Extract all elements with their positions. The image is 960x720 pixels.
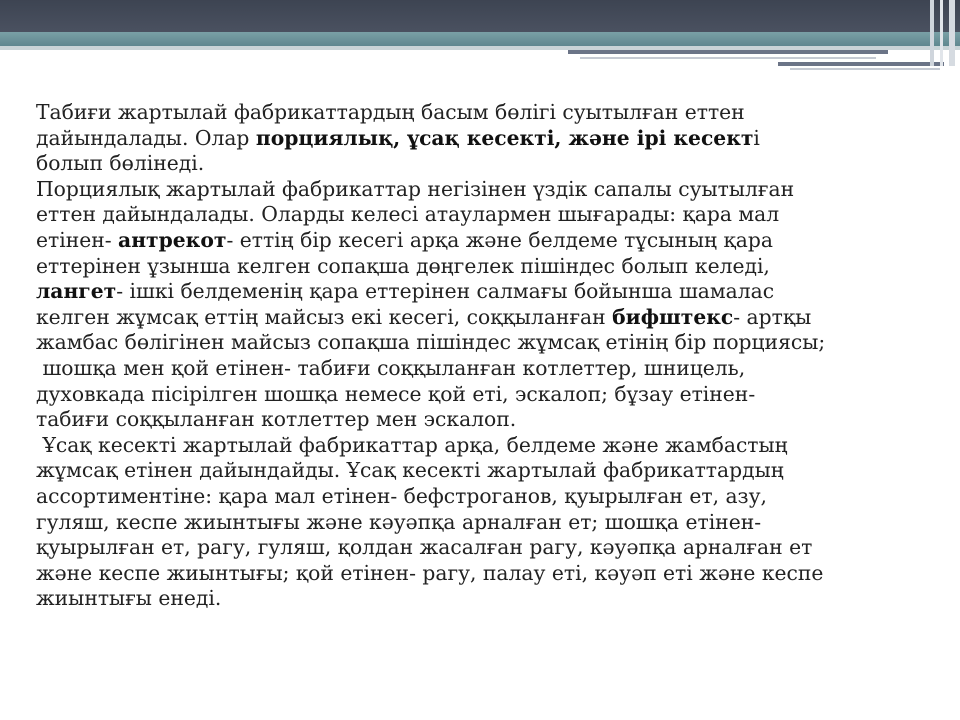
text-line: жиынтығы енеді. bbox=[36, 586, 222, 611]
text-line: Порциялық жартылай фабрикаттар негізінен үздік сапалы суытылған bbox=[36, 176, 795, 201]
decor-line bbox=[568, 50, 888, 54]
bold-term: бифштекс bbox=[612, 304, 734, 329]
text-line: ассортиментіне: қара мал етінен- бефстроганов, қуырылған ет, азу, bbox=[36, 483, 767, 508]
text-line: жамбас бөлігінен майсыз сопақша пішіндес жұмсақ етінің бір порциясы; bbox=[36, 330, 826, 355]
bold-term: порциялық, ұсақ кесекті, және ірі кесект bbox=[255, 125, 754, 150]
text-line: етінен- антрекот- еттің бір кесегі арқа және белдеме тұсының қара bbox=[36, 227, 773, 252]
text-line: духовкада пісірілген шошқа немесе қой еті, эскалоп; бұзау етінен- bbox=[36, 381, 756, 406]
text-line: гуляш, кеспе жиынтығы және кәуәпқа арналған ет; шошқа етінен- bbox=[36, 509, 762, 534]
decor-vertical-bar bbox=[930, 0, 934, 66]
text-line: Ұсақ кесекті жартылай фабрикаттар арқа, белдеме және жамбастың bbox=[36, 432, 788, 457]
text-line: қуырылған ет, рагу, гуляш, қолдан жасалған рагу, кәуәпқа арналған ет bbox=[36, 535, 813, 560]
slide-header-stripe bbox=[0, 32, 960, 46]
text-line: және кеспе жиынтығы; қой етінен- рагу, палау еті, кәуәп еті және кеспе bbox=[36, 560, 824, 585]
text-line: еттен дайындалады. Оларды келесі атаулармен шығарады: қара мал bbox=[36, 202, 780, 227]
slide-header-band bbox=[0, 0, 960, 32]
text-line: лангет- ішкі белдеменің қара еттерінен салмағы бойынша шамалас bbox=[36, 279, 775, 304]
text-line: табиғи соққыланған котлеттер мен эскалоп. bbox=[36, 407, 517, 432]
decor-vertical-bar bbox=[949, 0, 955, 66]
decor-vertical-bar bbox=[940, 0, 943, 66]
text-line: жұмсақ етінен дайындайды. Ұсақ кесекті жартылай фабрикаттардың bbox=[36, 458, 784, 483]
decor-line bbox=[778, 62, 944, 66]
text-line: келген жұмсақ еттің майсыз екі кесегі, соққыланған бифштекс- артқы bbox=[36, 304, 812, 329]
bold-term: антрекот bbox=[118, 227, 227, 252]
bold-term: лангет bbox=[36, 279, 117, 304]
text-line: болып бөлінеді. bbox=[36, 151, 205, 176]
decor-line bbox=[580, 57, 876, 59]
text-line: шошқа мен қой етінен- табиғи соққыланған котлеттер, шницель, bbox=[36, 355, 746, 380]
decor-line bbox=[790, 68, 940, 70]
text-line: Табиғи жартылай фабрикаттардың басым бөлігі суытылған еттен bbox=[36, 100, 745, 124]
text-line: дайындалады. Олар порциялық, ұсақ кесекті, және ірі кесекті bbox=[36, 125, 760, 150]
text-line: еттерінен ұзынша келген сопақша дөңгелек пішіндес болып келеді, bbox=[36, 253, 770, 278]
slide-body-text bbox=[36, 100, 926, 612]
